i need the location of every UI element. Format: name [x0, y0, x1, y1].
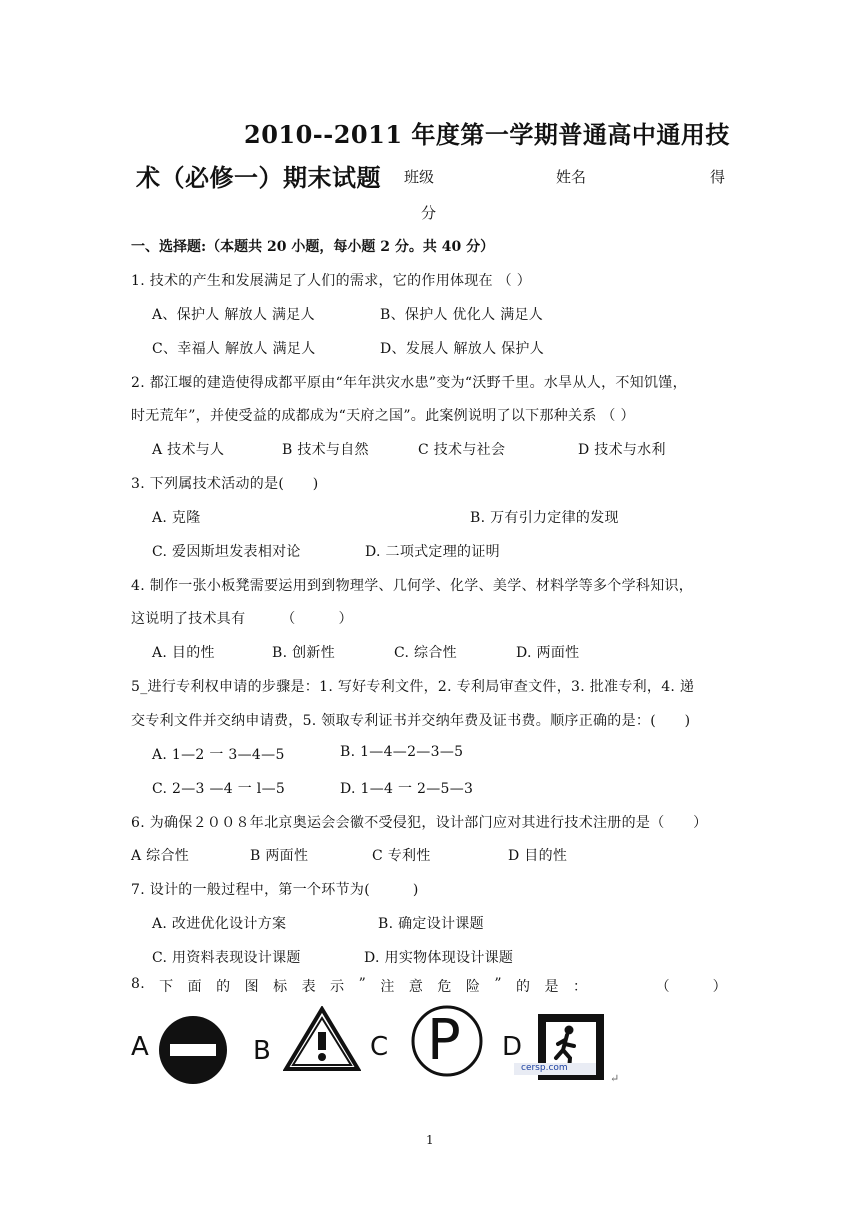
question-5-stem-line1: 5_进行专利权申请的步骤是：1. 写好专利文件，2. 专利局审查文件，3. 批准专利，4. 递: [131, 679, 695, 695]
q8-char: 图: [244, 979, 259, 995]
section-heading: 一、选择题:（本题共 20 小题，每小题 2 分。共 40 分）: [131, 239, 495, 255]
question-2-option-d: D 技术与水利: [578, 442, 666, 458]
paragraph-return-mark: ↵: [610, 1072, 620, 1085]
question-3-option-d: D. 二项式定理的证明: [365, 544, 500, 560]
score-label-continued: 分: [421, 204, 437, 222]
question-6-option-c: C 专利性: [372, 848, 431, 864]
question-5-option-c: C. 2—3 —4 一 l—5: [152, 781, 286, 797]
q8-char: 8.: [131, 976, 145, 992]
question-4-option-b: B. 创新性: [272, 645, 335, 661]
q8-char: [684, 976, 698, 996]
question-7-option-c: C. 用资料表现设计课题: [152, 950, 301, 966]
question-6-stem: 6. 为确保２００８年北京奥运会会徽不受侵犯，设计部门应对其进行技术注册的是（ ）: [131, 815, 708, 831]
question-6-option-b: B 两面性: [250, 848, 309, 864]
question-1-stem: 1. 技术的产生和发展满足了人们的需求，它的作用体现在 （ ）: [131, 273, 532, 289]
question-3-option-b: B. 万有引力定律的发现: [470, 510, 619, 526]
question-7-option-b: B. 确定设计课题: [378, 916, 484, 932]
q8-char: ”: [494, 976, 502, 992]
question-3-stem: 3. 下列属技术活动的是( ): [131, 476, 319, 492]
q8-char: （: [655, 979, 670, 995]
question-7-stem: 7. 设计的一般过程中，第一个环节为( ): [131, 882, 419, 898]
q8-char: 险: [465, 979, 481, 995]
question-6-option-a: A 综合性: [131, 848, 190, 864]
q8-char: 注: [380, 979, 395, 995]
q8-char: 面: [187, 979, 202, 995]
class-label: 班级: [404, 168, 435, 186]
q8-char: 意: [408, 979, 424, 995]
question-2-option-a: A 技术与人: [152, 442, 225, 458]
q8-char: [601, 976, 641, 996]
q8-char: 标: [273, 979, 288, 995]
q8-char: 的: [216, 979, 231, 995]
question-4-stem-line2: 这说明了技术具有 （ ）: [131, 611, 353, 627]
question-2-option-c: C 技术与社会: [418, 442, 506, 458]
icon-label-d: D: [502, 1032, 523, 1062]
question-2-option-b: B 技术与自然: [282, 442, 369, 458]
question-3-option-c: C. 爱因斯坦发表相对论: [152, 544, 301, 560]
q8-char: 表: [301, 979, 316, 995]
q8-char: 下: [159, 979, 174, 995]
question-4-stem-line1: 4. 制作一张小板凳需要运用到到物理学、几何学、化学、美学、材料学等多个学科知识，: [131, 578, 694, 594]
parking-letter: P: [427, 1008, 461, 1073]
question-2-stem-line2: 时无荒年”，并使受益的成都成为“天府之国”。此案例说明了以下那种关系 （ ）: [131, 408, 635, 424]
question-2-stem-line1: 2. 都江堰的建造使得成都平原由“年年洪灾水患”变为“沃野千里。水旱从人，不知饥馑，: [131, 375, 687, 391]
question-5-option-b: B. 1—4—2—3—5: [340, 744, 464, 760]
page-number: 1: [426, 1133, 434, 1147]
question-5-option-a: A. 1—2 一 3—4—5: [152, 747, 285, 763]
question-7-option-a: A. 改进优化设计方案: [152, 916, 287, 932]
icon-label-c: C: [370, 1032, 389, 1062]
q8-char: 的: [515, 979, 531, 995]
question-4-option-d: D. 两面性: [516, 645, 580, 661]
question-1-option-a: A、保护人 解放人 满足人: [152, 307, 315, 323]
question-4-option-a: A. 目的性: [152, 645, 215, 661]
question-4-option-c: C. 综合性: [394, 645, 457, 661]
q8-char: ）: [712, 979, 727, 995]
question-5-option-d: D. 1—4 一 2—5—3: [340, 781, 474, 797]
q8-char: ”: [358, 976, 367, 992]
q8-char: 示: [330, 979, 345, 995]
q8-char: 是: [544, 979, 559, 995]
question-6-option-d: D 目的性: [508, 848, 568, 864]
q8-char: 危: [437, 979, 452, 995]
warning-triangle-icon: [283, 1006, 361, 1076]
question-1-option-c: C、幸福人 解放人 满足人: [152, 341, 316, 357]
question-8-stem: [131, 976, 727, 996]
question-1-option-b: B、保护人 优化人 满足人: [380, 307, 544, 323]
no-entry-icon: [157, 1014, 229, 1090]
q8-char: ：: [572, 979, 588, 995]
exam-title-line1: 2010--2011 年度第一学期普通高中通用技: [244, 120, 730, 149]
icon-label-b: B: [253, 1036, 271, 1066]
icon-label-a: A: [131, 1032, 149, 1062]
question-7-option-d: D. 用实物体现设计课题: [364, 950, 514, 966]
question-5-stem-line2: 交专利文件并交纳申请费，5. 领取专利证书并交纳年费及证书费。顺序正确的是：( ): [131, 713, 691, 729]
watermark-text: cersp.com: [521, 1063, 568, 1073]
name-label: 姓名: [556, 168, 587, 186]
exam-title-line2: 术（必修一）期末试题: [136, 163, 381, 192]
question-3-option-a: A. 克隆: [152, 510, 201, 526]
question-1-option-d: D、发展人 解放人 保护人: [380, 341, 545, 357]
score-label: 得: [710, 168, 726, 186]
